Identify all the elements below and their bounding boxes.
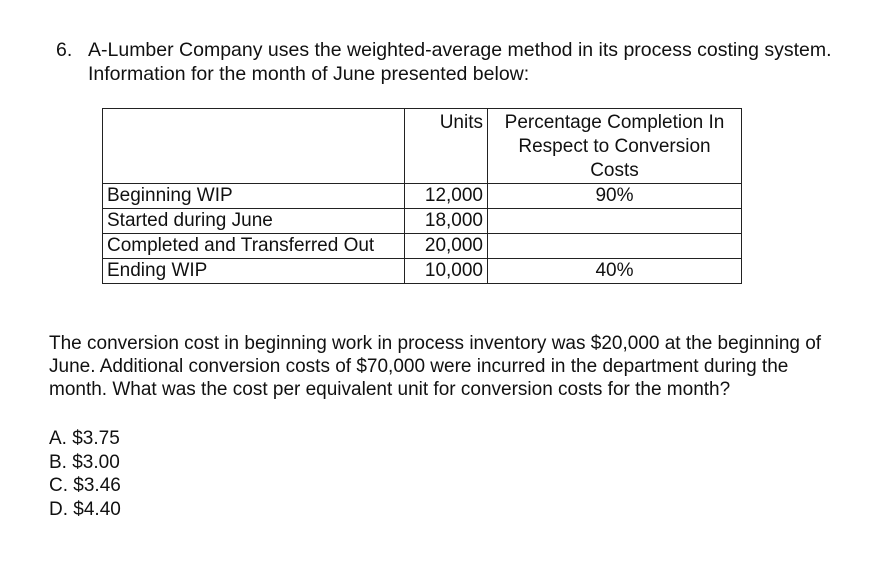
answer-options	[49, 427, 121, 521]
row-units: 10,000	[405, 259, 488, 284]
table-row	[103, 234, 742, 259]
header-units: Units	[405, 109, 488, 184]
table-header-row	[103, 109, 742, 184]
question-number: 6.	[56, 39, 73, 61]
option-value: $3.75	[72, 428, 120, 449]
row-percentage	[488, 234, 742, 259]
option-letter: C.	[49, 475, 68, 496]
table-row	[103, 209, 742, 234]
row-label: Completed and Transferred Out	[103, 234, 405, 259]
row-units: 18,000	[405, 209, 488, 234]
question-intro: A-Lumber Company uses the weighted-average method in its process costing system. Information for the month of June presented below:	[88, 39, 832, 85]
row-label: Beginning WIP	[103, 184, 405, 209]
option-value: $3.00	[72, 451, 120, 473]
header-percentage: Percentage Completion In Respect to Conversion Costs	[488, 109, 742, 184]
row-units: 12,000	[405, 184, 488, 209]
table-row	[103, 184, 742, 209]
option-a[interactable]	[49, 427, 121, 451]
row-percentage: 40%	[488, 259, 742, 284]
table-row	[103, 259, 742, 284]
row-units: 20,000	[405, 234, 488, 259]
option-c[interactable]	[49, 474, 121, 498]
row-percentage: 90%	[488, 184, 742, 209]
row-percentage	[488, 209, 742, 234]
option-value: $3.46	[73, 475, 121, 496]
option-letter: B.	[49, 451, 67, 473]
question-body: The conversion cost in beginning work in process inventory was $20,000 at the beginning of June. Additional conversion costs of $70,000 were incurred in the department during the month. What was the cost per equivalent unit for conversion costs for the month?	[49, 333, 822, 400]
row-label: Ending WIP	[103, 259, 405, 284]
production-data-table	[102, 108, 742, 284]
option-value: $4.40	[73, 498, 121, 520]
option-letter: A.	[49, 428, 67, 449]
option-b[interactable]	[49, 451, 121, 475]
option-d[interactable]	[49, 498, 121, 522]
option-letter: D.	[49, 498, 68, 520]
header-label-cell	[103, 109, 405, 184]
row-label: Started during June	[103, 209, 405, 234]
